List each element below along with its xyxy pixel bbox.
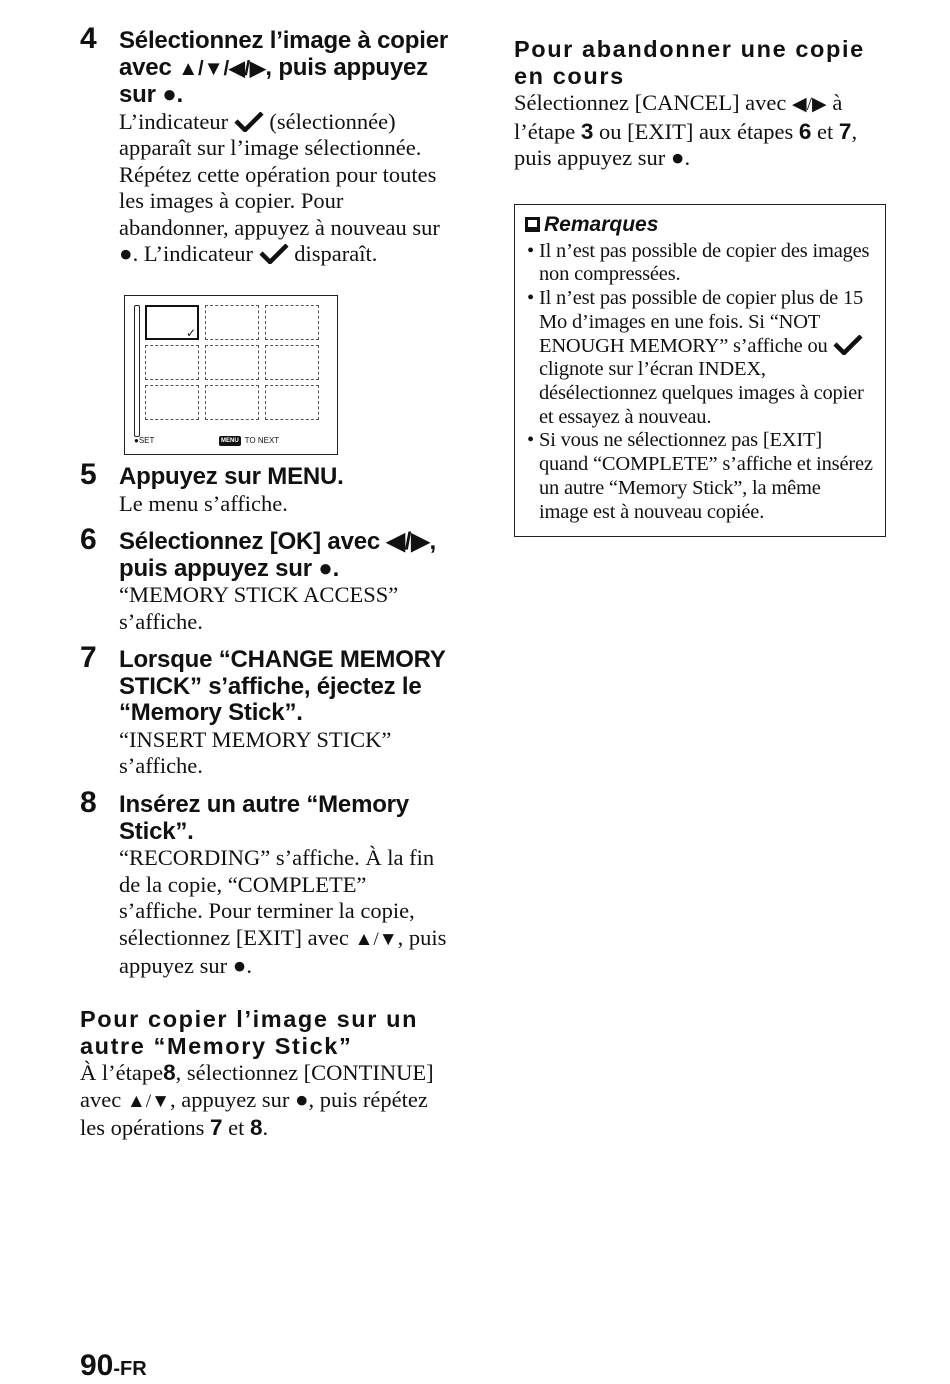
- section-copy-other-stick: [80, 1006, 455, 1142]
- step-title: Insérez un autre “Memory Stick”.: [119, 791, 409, 845]
- section-heading: Pour copier l’image sur un autre “Memory Stick”: [80, 1006, 419, 1059]
- step-6: [80, 523, 455, 635]
- screen-next-label: MENU TO NEXT: [221, 436, 280, 446]
- note-item: • Il n’est pas possible de copier des images non compressées.: [525, 240, 874, 287]
- note-item: • Il n’est pas possible de copier plus de 15 Mo d’images en une fois. Si “NOT ENOUGH MEMORY” s’affiche ou clignote sur l’écran INDEX, désélectionnez quelques images à copier et essayez à nouveau.: [525, 287, 874, 429]
- scroll-bar: [134, 305, 140, 437]
- step-5: [80, 458, 455, 517]
- step-number: 7: [80, 641, 97, 675]
- thumbnail: [265, 345, 319, 380]
- checkmark-icon: [833, 335, 863, 355]
- thumbnail-grid: [145, 305, 319, 423]
- thumbnail: [205, 345, 259, 380]
- thumbnail: [265, 385, 319, 420]
- checkmark-icon: [259, 244, 289, 264]
- arrow-keys-icon: ▲/▼/◀/▶: [178, 57, 266, 80]
- center-button-icon: ●: [294, 1086, 309, 1112]
- step-description: “INSERT MEMORY STICK” s’affiche.: [119, 726, 392, 779]
- step-title: Sélectionnez l’image à copier avec ▲/▼/◀/▶, puis appuyez sur ●.: [119, 27, 448, 108]
- notes-box: [514, 204, 886, 537]
- step-description: Le menu s’affiche.: [119, 490, 288, 516]
- checkmark-icon: ✓: [185, 326, 196, 341]
- step-4: [80, 22, 455, 455]
- thumbnail: [145, 385, 199, 420]
- step-title: Lorsque “CHANGE MEMORY STICK” s’affiche, éjectez le “Memory Stick”.: [119, 646, 446, 727]
- center-button-icon: ●: [670, 145, 685, 171]
- arrow-keys-icon: ▲/▼: [354, 928, 398, 950]
- index-screen-illustration: [124, 295, 338, 455]
- screen-set-label: ●SET: [134, 436, 155, 446]
- menu-button-icon: MENU: [221, 438, 239, 445]
- thumbnail-selected: [145, 305, 199, 340]
- left-column: [80, 22, 455, 1142]
- left-right-icon: ◀/▶: [792, 94, 827, 115]
- step-number: 4: [80, 22, 97, 55]
- step-number: 8: [80, 786, 97, 820]
- page-number: 90-FR: [80, 1349, 147, 1382]
- section-cancel-copy: [514, 36, 886, 172]
- center-button-icon: ●: [119, 241, 133, 267]
- step-8: [80, 786, 455, 980]
- section-heading: Pour abandonner une copie en cours: [514, 36, 865, 89]
- thumbnail: [145, 345, 199, 380]
- section-text: Sélectionnez [CANCEL] avec ◀/▶ à l’étape 3 ou [EXIT] aux étapes 6 et 7, puis appuyez sur ●.: [514, 90, 858, 171]
- center-button-icon: ●.: [162, 81, 183, 108]
- step-7: [80, 641, 455, 780]
- step-title: Appuyez sur MENU.: [119, 463, 344, 491]
- note-item: • Si vous ne sélectionnez pas [EXIT] quand “COMPLETE” s’affiche et insérez un autre “Memory Stick”, la même image est à nouveau copiée.: [525, 429, 874, 524]
- step-title: Sélectionnez [OK] avec ◀/▶, puis appuyez sur ●.: [119, 528, 436, 582]
- notes-list: [525, 240, 874, 524]
- step-number: 6: [80, 523, 97, 557]
- section-text: À l’étape8, sélectionnez [CONTINUE] avec ▲/▼, appuyez sur ●, puis répétez les opérations 7 et 8.: [80, 1060, 434, 1141]
- step-description: L’indicateur (sélectionnée) apparaît sur l’image sélectionnée. Répétez cette opération pour toutes les images à copier. Pour abandonner, appuyez à nouveau sur ●. L’indicateur disparaît.: [119, 108, 440, 267]
- checkmark-icon: [234, 112, 264, 132]
- step-description: “MEMORY STICK ACCESS” s’affiche.: [119, 582, 399, 634]
- step-description: “RECORDING” s’affiche. À la fin de la copie, “COMPLETE” s’affiche. Pour terminer la copie, sélectionnez [EXIT] avec ▲/▼, puis appuyez sur ●.: [119, 845, 447, 979]
- thumbnail: [205, 305, 259, 340]
- notes-heading: Remarques: [525, 212, 874, 238]
- right-column: [514, 36, 886, 537]
- note-icon: [525, 217, 540, 232]
- up-down-icon: ▲/▼: [126, 1090, 170, 1112]
- thumbnail: [205, 385, 259, 420]
- center-button-icon: ●: [232, 953, 247, 979]
- step-number: 5: [80, 458, 97, 492]
- thumbnail: [265, 305, 319, 340]
